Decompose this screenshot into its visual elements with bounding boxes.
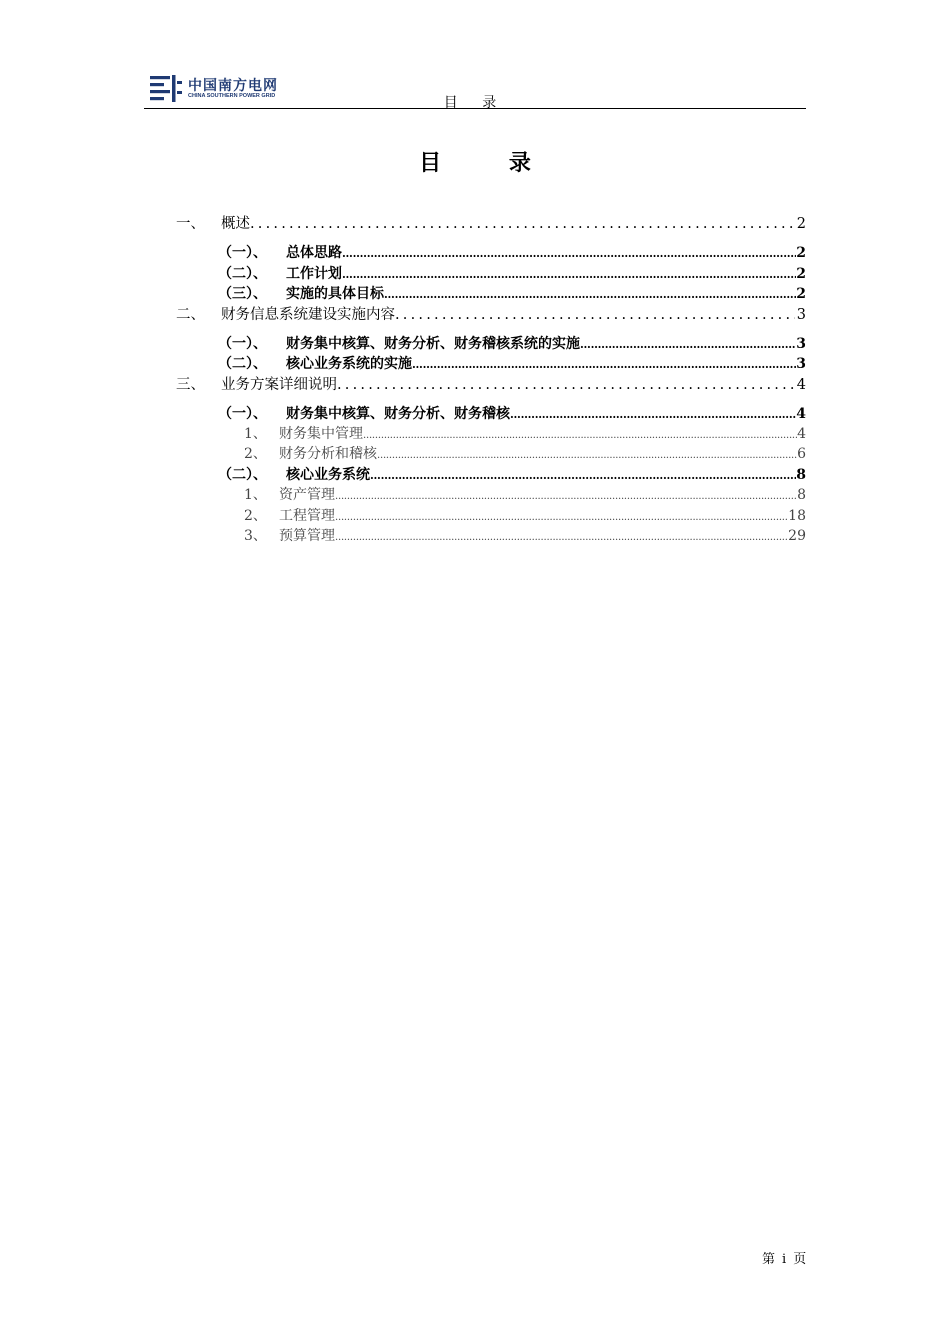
toc-entry[interactable] [218,264,806,284]
toc-entry-number: 二、 [176,307,205,323]
toc-leader-dots [335,528,788,548]
toc-entry-number: （二）、 [218,266,267,282]
toc-entry-label: 实施的具体目标 [286,286,384,302]
toc-entry-number: （二）、 [218,356,267,372]
toc-entry-number: 3、 [244,528,267,544]
logo-chinese-name: 中国南方电网 [188,78,278,94]
toc-entry-number: 一、 [176,216,205,232]
toc-entry[interactable] [218,334,806,354]
toc-leader-dots [377,446,797,466]
logo-english-name: CHINA SOUTHERN POWER GRID [188,93,276,99]
toc-leader-dots [510,405,796,425]
toc-entry[interactable] [176,214,806,234]
toc-entry-label: 预算管理 [279,528,335,544]
toc-entry[interactable] [244,485,806,505]
toc-entry[interactable] [218,284,806,304]
toc-entry-label: 工程管理 [279,508,335,524]
toc-entry-label: 财务集中核算、财务分析、财务稽核系统的实施 [286,336,580,352]
toc-entry-number: 1、 [244,487,267,503]
page-footer [760,1248,811,1267]
toc-entry[interactable] [176,375,806,395]
toc-entry-label: 财务分析和稽核 [279,446,377,462]
toc-entry-page: 2 [796,216,806,232]
toc-leader-dots [384,285,796,305]
toc-entry-label: 财务集中核算、财务分析、财务稽核 [286,406,510,422]
toc-leader-dots [580,335,796,355]
footer-page-number: i [782,1252,790,1267]
toc-leader-dots [395,305,795,325]
toc-entry-page: 3 [796,336,806,352]
toc-entry[interactable] [218,243,806,263]
table-of-contents [0,0,950,560]
toc-leader-dots [342,244,796,264]
footer-suffix: 页 [793,1252,810,1267]
header-section-title: 目 录 [443,95,507,111]
toc-entry-page: 4 [796,377,806,393]
toc-entry-label: 财务集中管理 [279,426,363,442]
toc-leader-dots [370,466,796,486]
toc-entry-label: 业务方案详细说明 [221,377,337,393]
toc-leader-dots [335,487,797,507]
toc-entry-number: （一）、 [218,245,267,261]
toc-entry-number: 三、 [176,377,205,393]
toc-entry-label: 核心业务系统的实施 [286,356,412,372]
toc-entry[interactable] [176,305,806,325]
toc-entry-page: 4 [797,426,806,442]
toc-entry-number: （三）、 [218,286,267,302]
toc-entry-page: 2 [796,286,806,302]
toc-entry[interactable] [218,404,806,424]
toc-entry[interactable] [244,506,806,526]
toc-leader-dots [342,265,796,285]
toc-entry[interactable] [218,465,806,485]
toc-entry-page: 3 [796,307,806,323]
toc-leader-dots [363,426,797,446]
toc-entry-label: 资产管理 [279,487,335,503]
toc-leader-dots [335,508,788,528]
toc-entry-page: 3 [796,356,806,372]
toc-entry-label: 总体思路 [286,245,342,261]
toc-entry-page: 18 [788,508,806,524]
toc-entry-page: 2 [796,266,806,282]
toc-entry-page: 29 [788,528,806,544]
toc-entry-page: 6 [797,446,806,462]
toc-entry-label: 核心业务系统 [286,467,370,483]
document-title: 目 录 [419,150,561,176]
toc-entry-number: （一）、 [218,406,267,422]
toc-entry-page: 8 [797,487,806,503]
toc-entry[interactable] [244,424,806,444]
toc-entry[interactable] [244,526,806,546]
toc-entry-page: 8 [796,467,806,483]
toc-entry-number: 2、 [244,446,267,462]
toc-leader-dots [337,375,795,395]
toc-leader-dots [412,355,796,375]
toc-entry[interactable] [218,354,806,374]
toc-leader-dots [250,214,795,234]
toc-entry-label: 财务信息系统建设实施内容 [221,307,395,323]
toc-entry-number: 1、 [244,426,267,442]
footer-prefix: 第 [762,1252,779,1267]
toc-entry-number: 2、 [244,508,267,524]
toc-entry-page: 2 [796,245,806,261]
toc-entry-label: 概述 [221,216,250,232]
toc-entry-number: （一）、 [218,336,267,352]
toc-entry-page: 4 [796,406,806,422]
toc-entry-label: 工作计划 [286,266,342,282]
toc-entry-number: （二）、 [218,467,267,483]
toc-entry[interactable] [244,444,806,464]
